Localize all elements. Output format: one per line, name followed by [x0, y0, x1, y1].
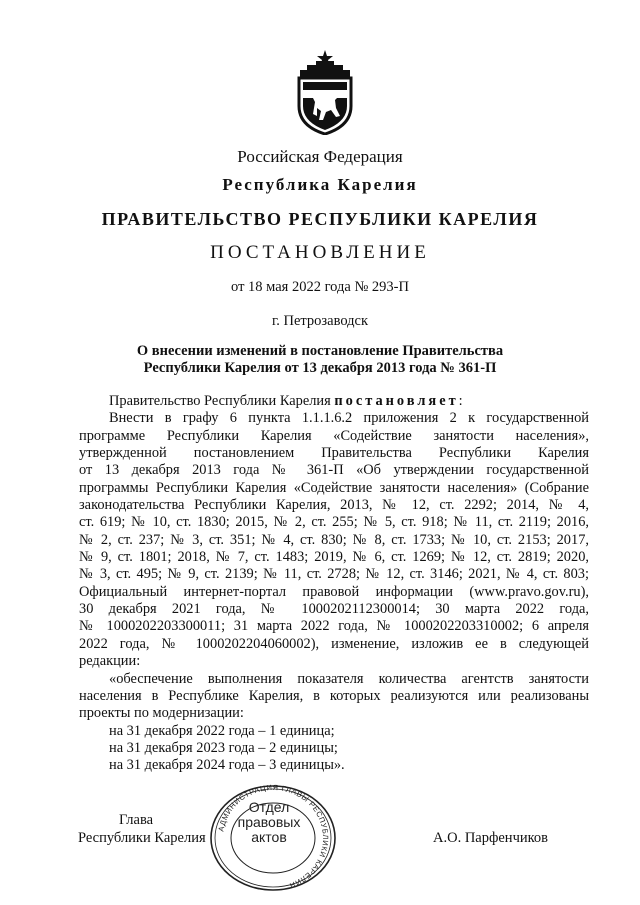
document-city: г. Петрозаводск [271, 313, 369, 329]
para-line: утвержденной постановлением Правительства Республики Карелия [79, 445, 589, 462]
list-item: на 31 декабря 2024 года – 3 единицы». [109, 757, 345, 774]
stamp-ring-text: АДМИНИСТРАЦИЯ ГЛАВЫ РЕСПУБЛИКИ КАРЕЛИЯ [216, 783, 331, 891]
list-item: на 31 декабря 2022 года – 1 единица; [109, 722, 335, 739]
para-line: законодательства Республики Карелия, 2013, № 12, ст. 2292; 2014, № 4, [79, 497, 589, 514]
para-line: № 2, ст. 237; № 3, ст. 351; № 4, ст. 830; № 8, ст. 1733; № 10, ст. 2153; 2017, [79, 531, 589, 548]
para-line: от 13 декабря 2013 года № 361-П «Об утверждении государственной [79, 462, 589, 479]
para-line: № 3, ст. 495; № 9, ст. 2139; № 11, ст. 2728; № 12, ст. 3146; 2021, № 4, ст. 803; [79, 566, 589, 583]
subject-line-1: О внесении изменений в постановление Правительства [136, 343, 504, 359]
para-line: редакции: [79, 653, 141, 670]
quote-line: населения в Республике Карелия, в которых реализуются или реализованы [79, 687, 589, 704]
para-line: ст. 619; № 10, ст. 1830; 2015, № 2, ст. 255; № 5, ст. 918; № 11, ст. 2119; 2016, [79, 514, 589, 531]
stamp-line-2: правовых [237, 814, 301, 830]
para-line: программы Республики Карелия «Содействие занятости населения» (Собрание [79, 479, 589, 496]
country-name: Российская Федерация [237, 147, 403, 166]
para-line: № 9, ст. 1801; 2018, № 7, ст. 1483; 2019, № 6, ст. 1269; № 12, ст. 2819; 2020, [79, 549, 589, 566]
signatory-title-line-2: Республики Карелия [78, 830, 206, 846]
stamp-center-text [226, 800, 312, 845]
government-title: ПРАВИТЕЛЬСТВО РЕСПУБЛИКИ КАРЕЛИЯ [101, 209, 539, 229]
stamp-line-1: Отдел [248, 799, 290, 815]
stamp-line-3: актов [251, 829, 287, 845]
document-type: ПОСТАНОВЛЕНИЕ [210, 242, 430, 263]
decree-word: постановляет [334, 393, 459, 409]
list-item: на 31 декабря 2023 года – 2 единицы; [109, 739, 338, 756]
para-line: программе Республики Карелия «Содействие занятости населения», [79, 427, 589, 444]
para-line: Официальный интернет-портал правовой информации (www.pravo.gov.ru), [79, 583, 589, 600]
quote-line: «обеспечение выполнения показателя количества агентств занятости [109, 670, 589, 687]
karelia-coat-of-arms-icon [296, 50, 354, 135]
para-line: 2022 года, № 1000202204060002), изменение, изложив ее в следующей [79, 635, 589, 652]
signatory-name: А.О. Парфенчиков [433, 830, 549, 846]
signatory-title-line-1: Глава [119, 812, 154, 828]
quote-line: проекты по модернизации: [79, 705, 244, 722]
region-name: Республика Карелия [222, 175, 418, 194]
para-line: 30 декабря 2021 года, № 1000202112300014; 30 марта 2022 года, [79, 601, 589, 618]
intro-paragraph: Правительство Республики Карелия постановляет: [109, 393, 463, 409]
para-line: № 1000202203300011; 31 марта 2022 года, № 1000202203310002; 6 апреля [79, 618, 589, 635]
document-body [79, 393, 589, 775]
document-date-number: от 18 мая 2022 года № 293-П [231, 279, 409, 295]
para-line: Внести в графу 6 пункта 1.1.1.6.2 приложения 2 к государственной [109, 410, 589, 427]
subject-line-2: Республики Карелия от 13 декабря 2013 года № 361-П [143, 360, 497, 376]
